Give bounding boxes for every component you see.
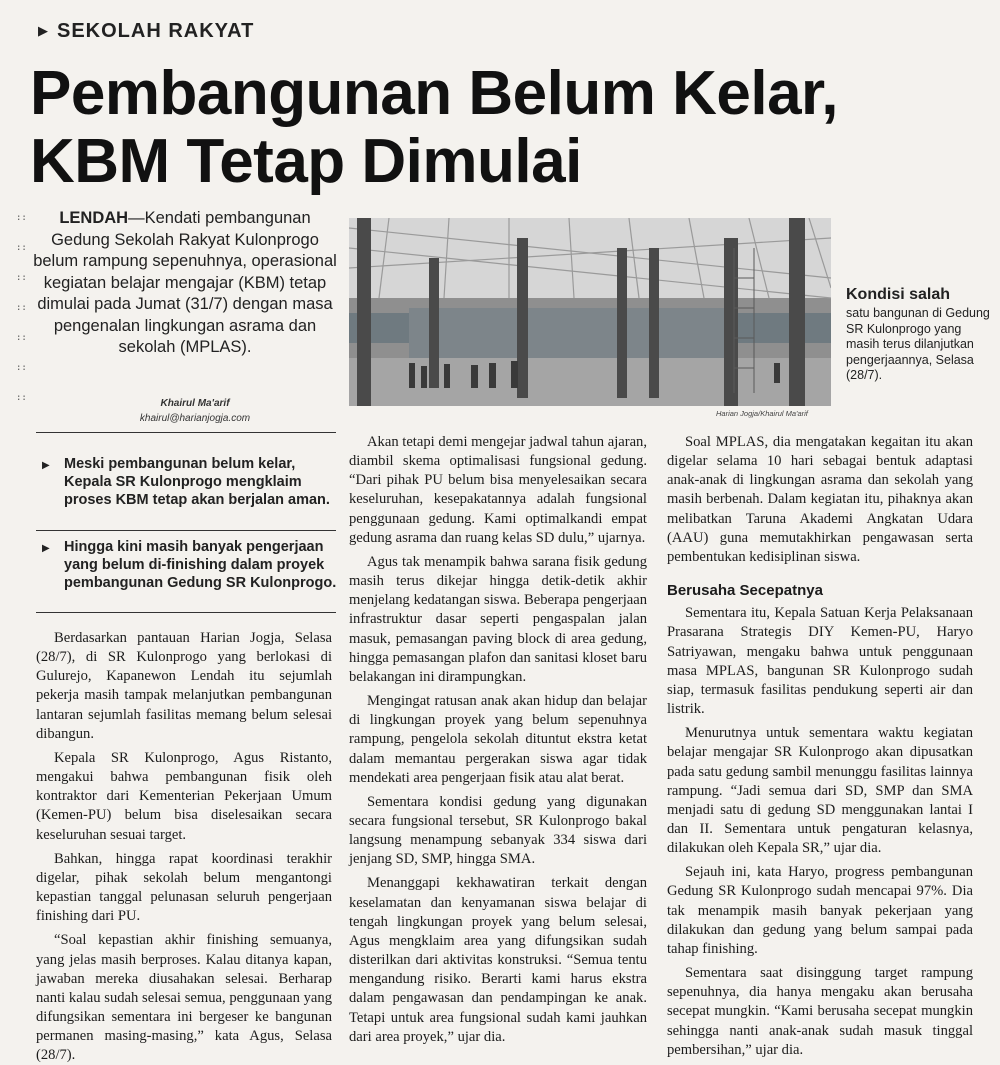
headline [30, 60, 930, 196]
divider-bottom [36, 612, 336, 613]
rubric-label: SEKOLAH RAKYAT [57, 20, 255, 42]
paragraph: Menurutnya untuk sementara waktu kegiatan belajar mengajar SR Kulonprogo akan dipusatkan pada satu gedung sambil menunggu fasilitas lainnya rampung. “Jadi semua dari SD, SMP dan SMA menjadi satu di gedung SD menggunakan lantai I dan II. Sementara untuk pengaturan kelasnya, dilakukan oleh Kepala SR,” ujar dia. [667, 725, 973, 857]
paragraph: Sementara itu, Kepala Satuan Kerja Pelaksanaan Prasarana Strategis DIY Kemen-PU, Haryo Satriyawan, mengaku bahwa untuk penggunaan masa MPLAS, bangunan SR Kulonprogo sudah siap, termasuk fasilitas pendukung seperti air dan listrik. [667, 605, 973, 718]
caption-text: satu bangunan di Gedung SR Kulonprogo yang masih terus dilanjutkan pengerjaannya, Selasa (28/7). [846, 306, 990, 382]
margin-marks: :: :: :: :: :: :: :: [16, 213, 27, 403]
paragraph: Bahkan, hingga rapat koordinasi terakhir digelar, pihak sekolah belum mengantongi kepastian tanggal pelunasan seluruh pengerjaan finishing dari PU. [36, 850, 332, 925]
news-photo [349, 218, 831, 406]
paragraph: Sementara saat disinggung target rampung sepenuhnya, dia hanya mengaku akan berusaha secepat mungkin. “Kami berusaha secepat mungkin sehingga nanti anak-anak sudah masuk tinggal pembersihan,” ujar dia. [667, 965, 973, 1058]
paragraph: “Soal kepastian akhir finishing semuanya, yang jelas masih berproses. Kalau ditanya kapan, jawaban mereka diusahakan selesai. Berharap nanti kalau sudah selesai semua, penggunaan yang difungsikan sementara ini bergeser ke bangunan permanen masing-masing,” kata Agus, Selasa (28/7). [36, 932, 332, 1064]
divider-top [36, 432, 336, 433]
lead-text: —Kendati pembangunan Gedung Sekolah Rakyat Kulonprogo belum rampung sepenuhnya, operasional kegiatan belajar mengajar (KBM) tetap dimulai pada Jumat (31/7) dengan masa pengenalan lingkungan asrama dan sekolah (MPLAS). [33, 209, 337, 356]
paragraph: Sejauh ini, kata Haryo, progress pembangunan Gedung SR Kulonprogo sudah mencapai 97%. Dia tak menampik masih banyak pekerjaan yang dilakukan dan gedung yang belum sampai pada tahap finishing. [667, 864, 973, 957]
paragraph: Mengingat ratusan anak akan hidup dan belajar di lingkungan proyek yang belum sepenuhnya rampung, pengelola sekolah dituntut ekstra ketat dalam memantau pergerakan siswa agar tidak mendekati area pengerjaan fisik atau alat berat. [349, 693, 647, 786]
paragraph: Sementara kondisi gedung yang digunakan secara fungsional tersebut, SR Kulonprogo bakal langsung menampung sebanyak 334 siswa dari jenjang SD, SMP, hingga SMA. [349, 793, 647, 868]
highlight-arrow-icon: ▶ [42, 460, 50, 471]
divider-mid [36, 530, 336, 531]
article-column-3 [667, 433, 973, 1060]
paragraph: Kepala SR Kulonprogo, Agus Ristanto, mengakui bahwa pembangunan fisik oleh kontraktor dari Kementerian Pekerjaan Umum (Kemen-PU) belum bisa diselesaikan secara keseluruhan sesuai target. [36, 749, 332, 843]
highlight-item [36, 538, 336, 608]
construction-site-image [349, 218, 831, 406]
paragraph: Soal MPLAS, dia mengatakan kegaitan itu akan digelar selama 10 hari sebagai bentuk adaptasi anak-anak di lingkungan asrama dan sekolah yang masih berbenah. Dalam kegiatan itu, pihaknya akan melibatkan Taruna Akademi Angkatan Udara (AAU) guna memutakhirkan pengawasan serta pembentukan kedisiplinan siswa. [667, 434, 973, 565]
caption-title: Kondisi salah [846, 286, 951, 303]
rubric-arrow-icon: ▶ [38, 23, 49, 38]
lead-paragraph [30, 208, 340, 359]
subheading: Berusaha Secepatnya [667, 582, 823, 600]
byline-email: khairul@harianjogja.com [139, 413, 251, 424]
lead-place: LENDAH [59, 209, 129, 227]
highlight-arrow-icon: ▶ [42, 543, 50, 554]
headline-line-1: Pembangunan Belum Kelar, [30, 59, 838, 128]
section-rubric [38, 20, 254, 43]
headline-line-2: KBM Tetap Dimulai [30, 127, 582, 196]
byline [60, 396, 330, 426]
article-column-2 [349, 433, 647, 1047]
highlight-text: Meski pembangunan belum kelar, Kepala SR Kulonprogo mengklaim proses KBM tetap akan berjalan aman. [64, 456, 330, 508]
paragraph: Berdasarkan pantauan Harian Jogja, Selasa (28/7), di SR Kulonprogo yang berlokasi di Gulurejo, Kapanewon Lendah itu sejumlah pekerja masih tampak melanjutkan pembangunan lantaran sejumlah fasilitas memang belum selesai dibangun. [36, 630, 332, 742]
article-column-1 [36, 629, 332, 1065]
paragraph: Menanggapi kekhawatiran terkait dengan keselamatan dan kenyamanan siswa belajar di tengah lingkungan proyek yang belum selesai, Agus mengklaim area yang difungsikan sudah disterilkan dari aktivitas konstruksi. “Semua tentu mengandung risiko. Berarti kami harus ekstra dalam pengawasan dan pendampingan ke anak. Tetapi untuk area fungsional sudah kami jauhkan dari area proyek,” ujar dia. [349, 875, 647, 1045]
highlight-text: Hingga kini masih banyak pengerjaan yang belum di-finishing dalam proyek pembangunan Gedung SR Kulonprogo. [64, 539, 337, 591]
paragraph: Akan tetapi demi mengejar jadwal tahun ajaran, diambil skema optimalisasi fungsional gedung. “Dari pihak PU belum bisa menyelesaikan secara keseluruhan, kesepakatannya adalah fungsional penggunaan gedung. Kami optimalkandi empat gedung asrama dan ruang kelas SD dulu,” ujarnya. [349, 434, 648, 546]
byline-name: Khairul Ma'arif [160, 398, 230, 409]
highlight-item [36, 455, 336, 530]
photo-credit: Harian Jogja/Khairul Ma'arif [716, 409, 808, 418]
paragraph: Agus tak menampik bahwa sarana fisik gedung masih terus dikejar hingga detik-detik akhir menjelang kedatangan siswa. Beberapa pengerjaan infrastruktur dasar seperti pengaspalan jalan masuk, pemasangan paving block di area gedung, hingga pemasangan plafon dan sanitasi kloset baru belakangan ini dirampungkan. [349, 553, 647, 685]
